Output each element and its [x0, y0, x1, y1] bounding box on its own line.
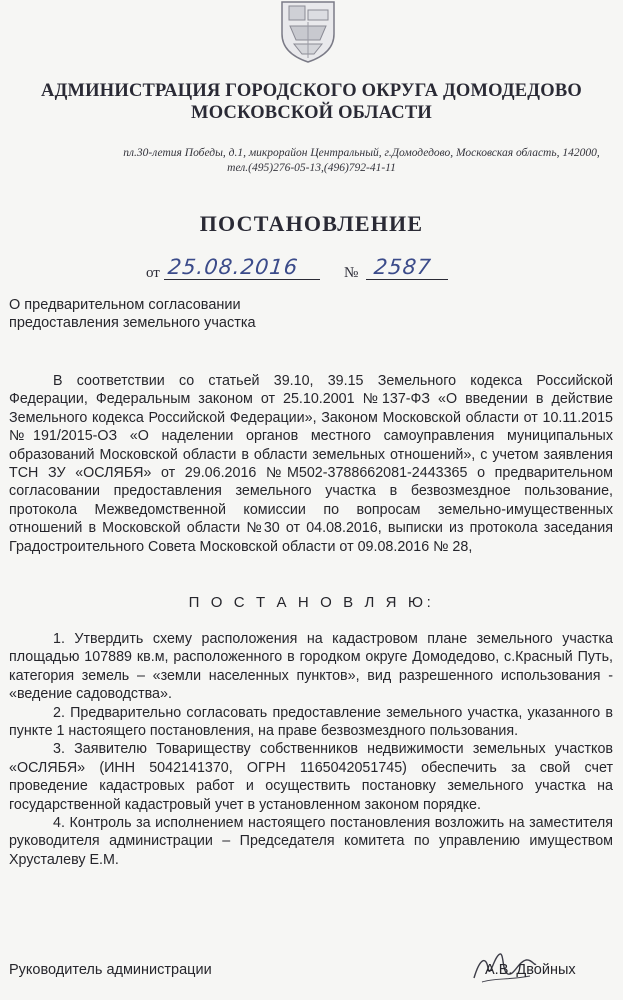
number-underline — [366, 279, 448, 280]
document-number: 2587 — [372, 255, 433, 279]
signer-name: А.В. Двойных — [485, 962, 576, 978]
phone-line: тел.(495)276-05-13,(496)792-41-11 — [227, 162, 396, 174]
date-underline — [164, 279, 320, 280]
decree-item-2: 2. Предварительно согласовать предоставление земельного участка, указанного в пункте 1 настоящего постановления, на праве безвозмездного пользования. — [9, 704, 613, 740]
administration-title — [0, 80, 623, 124]
decree-item-4: 4. Контроль за исполнением настоящего постановления возложить на заместителя руководителя администрации – Председателя комитета по управлению имуществом Хрусталеву Е.М. — [9, 815, 613, 868]
administration-title-line2: МОСКОВСКОЙ ОБЛАСТИ — [191, 103, 432, 123]
administration-title-line1: АДМИНИСТРАЦИЯ ГОРОДСКОГО ОКРУГА ДОМОДЕДОВО — [41, 81, 582, 101]
preamble — [9, 372, 613, 556]
document-type: ПОСТАНОВЛЕНИЕ — [199, 211, 424, 236]
preamble-paragraph: В соответствии со статьей 39.10, 39.15 Земельного кодекса Российской Федерации, Федеральным законом от 25.10.2001 №137-ФЗ «О введении в действие Земельного кодекса Российской Федерации», Законом Московской области от 10.11.2015 №191/2015-ОЗ «О наделении органов местного самоуправления муниципальных образований Московской области в области земельных отношений», с учетом заявления ТСН ЗУ «ОСЛЯБЯ» от 29.06.2016 №М502-3788662081-2443365 о предварительном согласовании предоставления земельного участка в безвозмездное пользование, протокола Межведомственной комиссии по вопросам земельно-имущественных отношений в Московской области №30 от 04.08.2016, выписки из протокола заседания Градостроительного Совета Московской области от 09.08.2016 № 28, — [9, 373, 613, 555]
subject-line1: О предварительном согласовании — [9, 297, 241, 313]
signer-role: Руководитель администрации — [9, 962, 212, 978]
document-date: 25.08.2016 — [166, 255, 300, 279]
date-number-line — [0, 253, 623, 283]
number-prefix: № — [344, 265, 359, 281]
signature-block — [0, 958, 623, 988]
coat-of-arms-icon — [278, 0, 338, 64]
date-prefix: от — [146, 265, 160, 281]
subject-line2: предоставления земельного участка — [9, 315, 256, 331]
decree-item-3: 3. Заявителю Товариществу собственников недвижимости земельных участков «ОСЛЯБЯ» (ИНН 5042141370, ОГРН 1165042051745) обеспечить за свой счет проведение кадастровых работ и осуществить постановку земельного участка на государственной кадастровый учет в установленном законом порядке. — [9, 741, 613, 813]
decree-items — [9, 630, 613, 869]
address-line: пл.30-летия Победы, д.1, микрорайон Центральный, г.Домодедово, Московская область, 142000, — [123, 147, 600, 159]
decree-item-1: 1. Утвердить схему расположения на кадастровом плане земельного участка площадью 107889 кв.м, расположенного в городком округе Домодедово, с.Красный Путь, категория земель – «земли населенных пунктов», вид разрешенного использования - «ведение садоводства». — [9, 631, 613, 703]
document-subject — [9, 296, 256, 332]
administration-address — [0, 146, 623, 176]
decree-heading: П О С Т А Н О В Л Я Ю: — [188, 594, 435, 611]
